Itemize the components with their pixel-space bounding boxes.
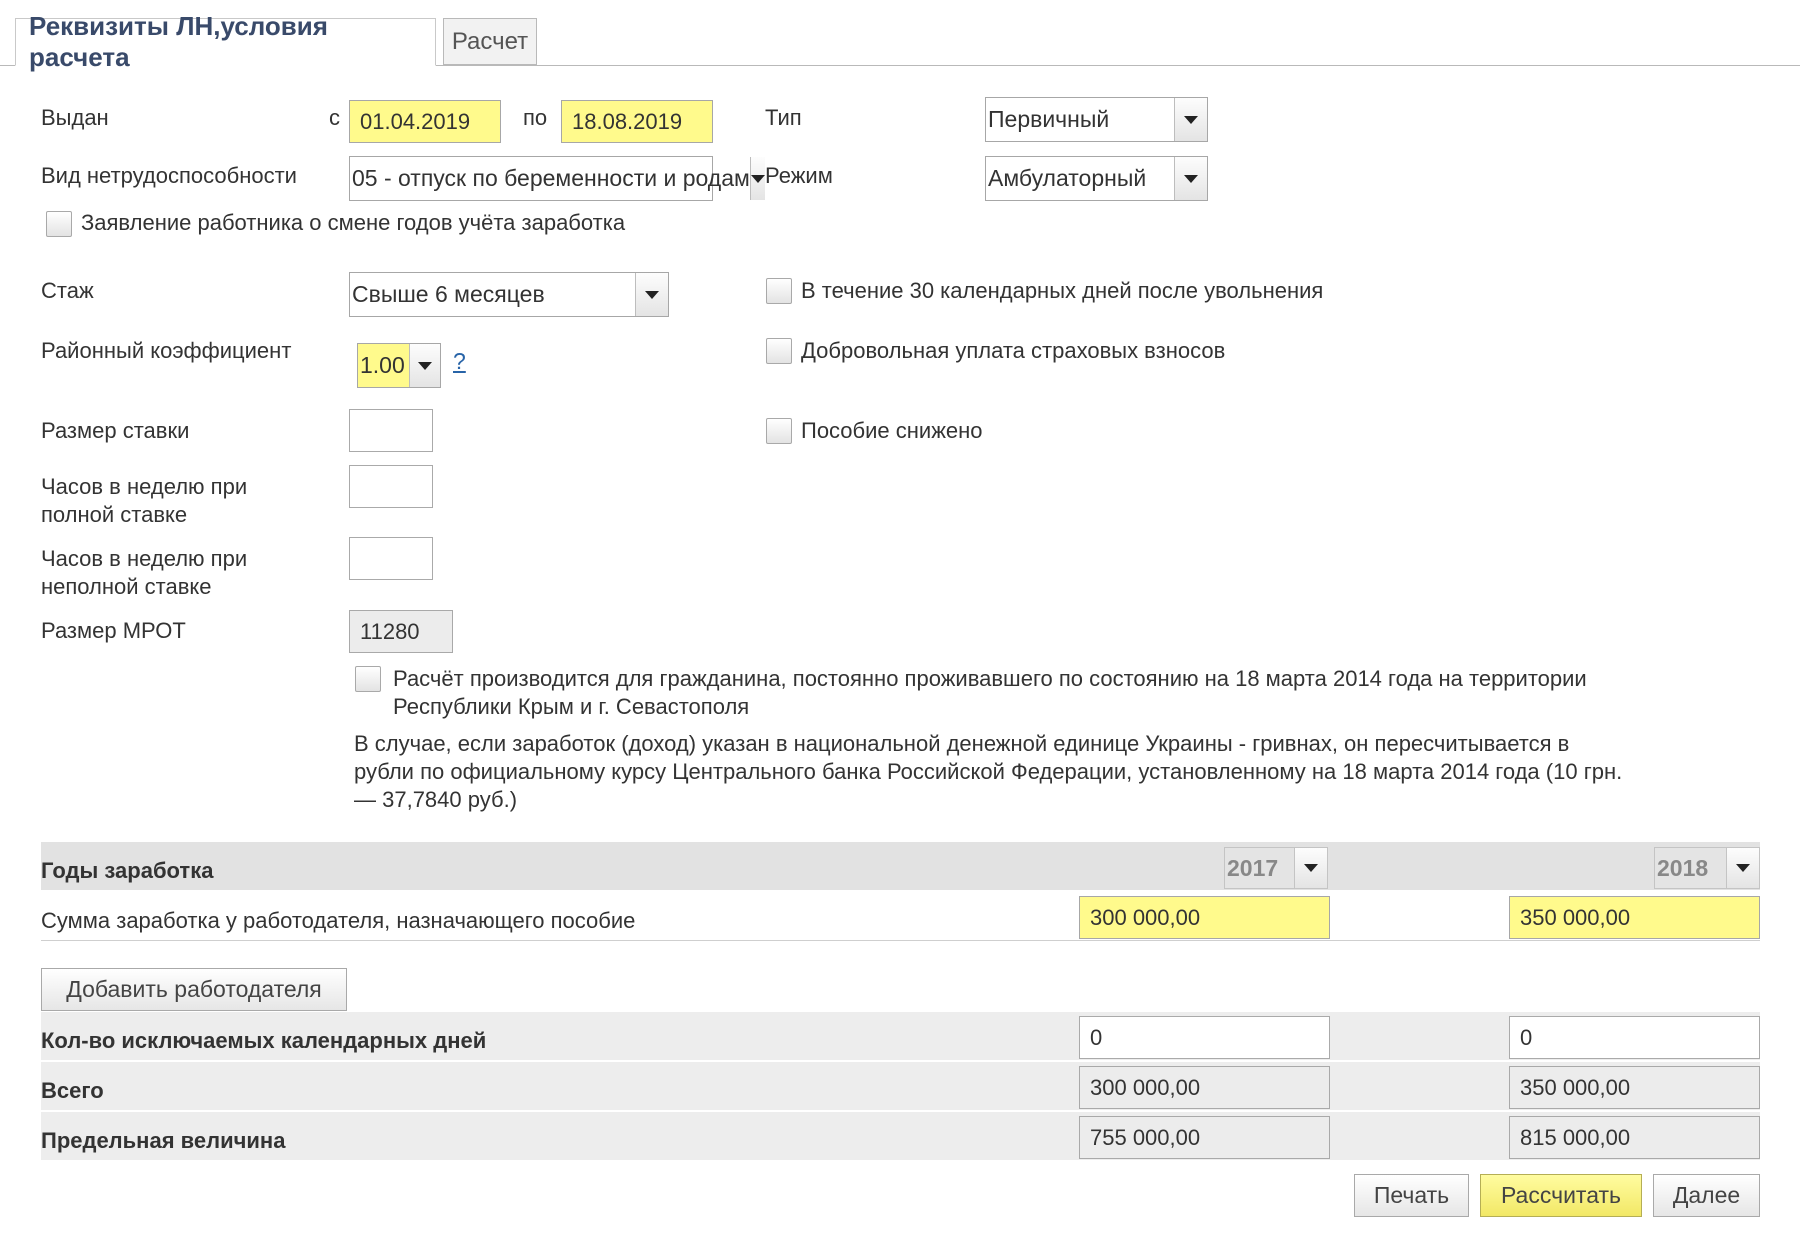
disability-label: Вид нетрудоспособности (41, 163, 297, 188)
type-select-value: Первичный (988, 106, 1110, 132)
benefit-reduced-checkbox[interactable] (766, 418, 792, 444)
statement-checkbox-label: Заявление работника о смене годов учёта заработка (81, 210, 626, 235)
chevron-down-icon[interactable] (635, 273, 668, 316)
disability-select[interactable] (349, 156, 750, 201)
hours-full-input[interactable] (349, 465, 433, 508)
issued-label: Выдан (41, 105, 109, 130)
limit-band (41, 1112, 1760, 1160)
mode-select-value: Амбулаторный (988, 165, 1147, 191)
employer-sum-2017-input[interactable]: 300 000,00 (1079, 896, 1330, 939)
hours-part-label-line2: неполной ставке (41, 574, 212, 599)
crimea-note-line2: рубли по официальному курсу Центрального банка Российской Федерации, установленному на 18 марта 2014 года (10 грн. (354, 759, 1623, 784)
total-band (41, 1062, 1760, 1110)
benefit-reduced-checkbox-label: Пособие снижено (801, 418, 983, 443)
chevron-down-icon[interactable] (1726, 848, 1759, 888)
year1-select-value: 2017 (1227, 854, 1279, 881)
hours-part-label-line1: Часов в неделю при (41, 546, 248, 571)
earnings-header-band (41, 842, 1760, 890)
year2-select-value: 2018 (1657, 854, 1709, 881)
hours-full-label-line1: Часов в неделю при (41, 474, 248, 499)
hours-full-label-line2: полной ставке (41, 502, 188, 527)
chevron-down-icon[interactable] (1294, 848, 1327, 888)
mode-select[interactable] (985, 156, 1208, 201)
type-select[interactable] (985, 97, 1208, 142)
crimea-note-line3: — 37,7840 руб.) (354, 787, 518, 812)
to-label: по (523, 105, 548, 130)
mode-label: Режим (765, 163, 833, 188)
date-to-input[interactable]: 18.08.2019 (561, 100, 713, 143)
chevron-down-icon[interactable] (750, 157, 765, 200)
rate-input[interactable] (349, 409, 433, 452)
tab-calculation-label: Расчет (451, 27, 529, 55)
earnings-years-label: Годы заработка (41, 858, 214, 883)
tab-requisites[interactable] (15, 11, 436, 72)
after-dismissal-checkbox[interactable] (766, 278, 792, 304)
hours-part-label (41, 545, 247, 601)
experience-label: Стаж (41, 278, 94, 303)
tab-requisites-label: Реквизиты ЛН,условия расчета (29, 11, 328, 72)
year1-select[interactable] (1224, 847, 1328, 889)
next-button[interactable]: Далее (1653, 1174, 1760, 1217)
calculate-button[interactable]: Рассчитать (1480, 1174, 1642, 1217)
disability-select-value: 05 - отпуск по беременности и родам (352, 165, 750, 191)
type-label: Тип (765, 105, 802, 130)
employer-sum-label: Сумма заработка у работодателя, назначающего пособие (41, 908, 636, 933)
coefficient-select[interactable] (357, 343, 441, 388)
coefficient-help-link[interactable]: ? (453, 348, 466, 374)
hours-part-input[interactable] (349, 537, 433, 580)
year2-select[interactable] (1654, 847, 1760, 889)
rate-label: Размер ставки (41, 418, 190, 443)
statement-checkbox[interactable] (46, 211, 72, 237)
after-dismissal-checkbox-label: В течение 30 календарных дней после увольнения (801, 278, 1324, 303)
date-from-input[interactable]: 01.04.2019 (349, 100, 501, 143)
limit-2018-value: 815 000,00 (1509, 1116, 1760, 1159)
chevron-down-icon[interactable] (409, 344, 440, 387)
employer-sum-2018-input[interactable]: 350 000,00 (1509, 896, 1760, 939)
crimea-note (354, 730, 1622, 814)
employer-row-divider (41, 940, 1760, 941)
tab-calculation[interactable] (443, 18, 537, 65)
limit-label: Предельная величина (41, 1128, 286, 1153)
coefficient-select-value: 1.00 (358, 344, 409, 387)
crimea-checkbox-label-line1: Расчёт производится для гражданина, постоянно проживавшего по состоянию на 18 марта 2014 года на территории (393, 666, 1587, 691)
crimea-checkbox[interactable] (355, 666, 381, 692)
total-2017-value: 300 000,00 (1079, 1066, 1330, 1109)
hours-full-label (41, 473, 247, 529)
print-button[interactable]: Печать (1354, 1174, 1469, 1217)
mrot-input: 11280 (349, 610, 453, 653)
add-employer-button[interactable]: Добавить работодателя (41, 968, 347, 1011)
experience-select-value: Свыше 6 месяцев (352, 281, 545, 307)
crimea-checkbox-label-line2: Республики Крым и г. Севастополя (393, 694, 750, 719)
total-label: Всего (41, 1078, 104, 1103)
mrot-label: Размер МРОТ (41, 618, 186, 643)
crimea-note-line1: В случае, если заработок (доход) указан в национальной денежной единице Украины - гривнах, он пересчитывается в (354, 731, 1570, 756)
excluded-days-2018-input[interactable]: 0 (1509, 1016, 1760, 1059)
from-label: с (329, 105, 340, 130)
total-2018-value: 350 000,00 (1509, 1066, 1760, 1109)
excluded-days-label: Кол-во исключаемых календарных дней (41, 1028, 487, 1053)
voluntary-checkbox-label: Добровольная уплата страховых взносов (801, 338, 1226, 363)
coefficient-label: Районный коэффициент (41, 338, 292, 363)
limit-2017-value: 755 000,00 (1079, 1116, 1330, 1159)
excluded-days-2017-input[interactable]: 0 (1079, 1016, 1330, 1059)
voluntary-checkbox[interactable] (766, 338, 792, 364)
crimea-checkbox-label (393, 665, 1587, 721)
chevron-down-icon[interactable] (1174, 98, 1207, 141)
experience-select[interactable] (349, 272, 669, 317)
chevron-down-icon[interactable] (1174, 157, 1207, 200)
